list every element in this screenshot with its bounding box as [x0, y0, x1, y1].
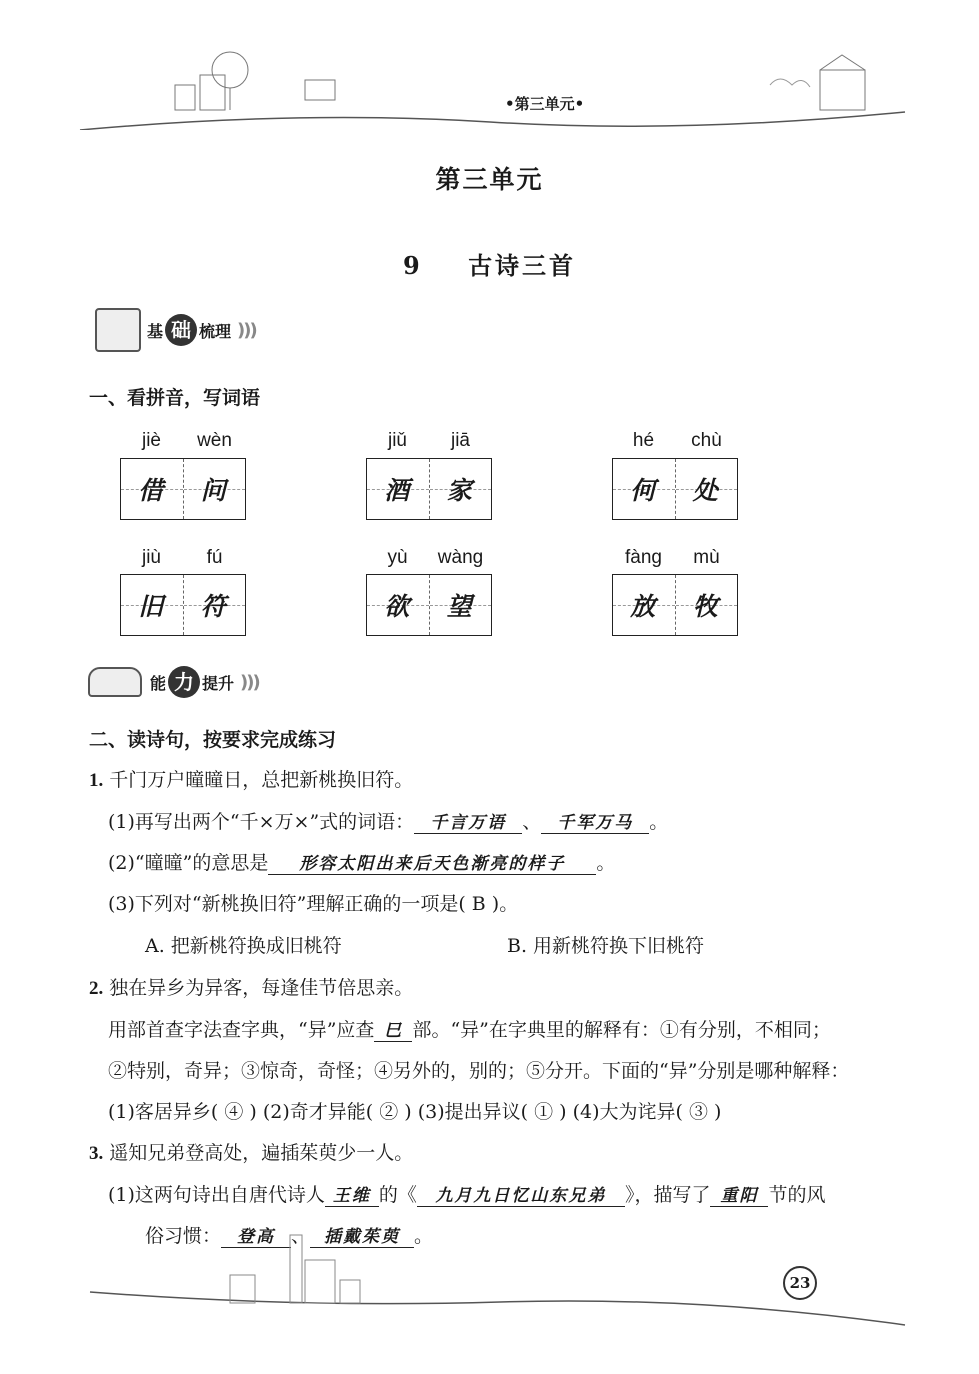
- q3-text-mid1: 的《: [378, 1184, 417, 1206]
- q2-prompt: 用部首查字法查字典，“异”应查: [108, 1019, 375, 1041]
- q3-answer-festival: 重阳: [710, 1181, 768, 1207]
- q3-answer-poem: 九月九日忆山东兄弟: [417, 1181, 625, 1207]
- basics-badge: [95, 313, 256, 347]
- word-writing-box: [366, 458, 492, 520]
- q1-sub1-prompt: (1)再写出两个“千×万×”式的词语：: [108, 811, 415, 833]
- handwritten-char: 处: [692, 476, 720, 505]
- badge-text-post: 提升: [202, 673, 235, 693]
- pinyin-label: jiù: [141, 547, 161, 568]
- lesson-name: 古诗三首: [468, 251, 577, 280]
- word-writing-box: [120, 458, 246, 520]
- header-unit-tag: •第三单元•: [505, 95, 585, 113]
- q3-line1: [108, 1180, 825, 1207]
- handwritten-char: 家: [446, 476, 474, 505]
- pinyin-label: wèn: [197, 430, 232, 451]
- q1-sep: 、: [522, 811, 542, 833]
- chalkboard-icon: [95, 308, 141, 352]
- handwritten-char: 符: [200, 592, 228, 621]
- badge-text-pre: 能: [150, 673, 167, 693]
- char-cell: [367, 575, 430, 635]
- q3-poem: [89, 1138, 413, 1165]
- badge-text-post: 梳理: [199, 321, 232, 341]
- ability-badge: [88, 665, 259, 699]
- handwritten-char: 酒: [384, 476, 412, 505]
- pinyin-label: mù: [693, 547, 720, 568]
- pinyin-label: jiǔ: [387, 430, 407, 451]
- q2-line3: (1)客居异乡( ④ ) (2)奇才异能( ② ) (3)提出异议( ① ) (4)大为诧异( ③ ): [108, 1101, 722, 1123]
- footer-decoration: [0, 1230, 979, 1340]
- q2-text: 独在异乡为异客，每逢佳节倍思亲。: [109, 977, 414, 999]
- pinyin-label: jiè: [141, 430, 161, 451]
- q3-text-post: 节的风: [768, 1184, 826, 1206]
- word-writing-box: [120, 574, 246, 636]
- char-cell: [430, 459, 492, 519]
- char-cell: [184, 459, 246, 519]
- handwritten-char: 放: [630, 592, 658, 621]
- char-cell: [121, 459, 184, 519]
- q2-line2: ②特别，奇异；③惊奇，奇怪；④另外的，别的；⑤分开。下面的“异”分别是哪种解释：: [108, 1060, 850, 1082]
- char-cell: [676, 575, 738, 635]
- char-cell: [676, 459, 738, 519]
- q3-text: 遥知兄弟登高处，遍插茱萸少一人。: [109, 1142, 414, 1164]
- handwritten-char: 问: [200, 476, 228, 505]
- q3-answer-custom1: 登高: [221, 1222, 291, 1248]
- car-icon: [88, 667, 142, 697]
- lesson-title: [0, 246, 979, 281]
- q2-number: 2.: [89, 978, 104, 999]
- char-cell: [121, 575, 184, 635]
- char-cell: [367, 459, 430, 519]
- pinyin-label: yù: [387, 547, 408, 568]
- q3-text-mid2: 》，描写了: [624, 1184, 711, 1206]
- q3-sep: 、: [291, 1225, 311, 1247]
- handwritten-char: 何: [630, 476, 658, 505]
- q1-sub2-prompt: (2)“曈曈”的意思是: [108, 852, 269, 874]
- lesson-number: 9: [402, 251, 423, 280]
- q1-option-b: B. 用新桃符换下旧桃符: [507, 935, 705, 957]
- pinyin-label: fàng: [625, 547, 662, 568]
- handwritten-char: 望: [446, 592, 474, 621]
- q1-answer-1: 千言万语: [414, 808, 522, 834]
- badge-text-big: 力: [168, 666, 200, 698]
- q3-number: 3.: [89, 1143, 104, 1164]
- q2-poem: [89, 973, 413, 1000]
- pinyin-label: wàng: [437, 547, 484, 568]
- handwritten-char: 牧: [692, 592, 720, 621]
- char-cell: [613, 575, 676, 635]
- wave-icon: ))): [240, 671, 259, 693]
- q1-answer-3: 形容太阳出来后天色渐亮的样子: [268, 849, 596, 875]
- wave-icon: ))): [237, 319, 256, 341]
- pinyin-label: hé: [632, 430, 655, 451]
- q2-prompt-post: 部。“异”在字典里的解释有：①有分别，不相同；: [412, 1019, 831, 1041]
- q1-end: 。: [649, 811, 669, 833]
- unit-title: 第三单元: [435, 165, 544, 194]
- header-decoration: [0, 40, 979, 130]
- q1-sub3: (3)下列对“新桃换旧符”理解正确的一项是( B )。: [108, 893, 519, 915]
- q2-answer-radical: 巳: [374, 1016, 412, 1042]
- q1-poem: [89, 765, 413, 792]
- word-writing-box: [366, 574, 492, 636]
- pinyin-label: chù: [691, 430, 722, 451]
- section1-title: 一、看拼音，写词语: [89, 387, 261, 409]
- char-cell: [613, 459, 676, 519]
- word-writing-box: [612, 574, 738, 636]
- section2-title: 二、读诗句，按要求完成练习: [89, 729, 337, 751]
- badge-text-pre: 基: [147, 321, 164, 341]
- q1-number: 1.: [89, 770, 104, 791]
- pinyin-label: jiā: [450, 430, 470, 451]
- q3-answer-poet: 王维: [325, 1181, 379, 1207]
- q2-line1: [108, 1015, 831, 1042]
- handwritten-char: 欲: [384, 592, 412, 621]
- q1-end: 。: [596, 852, 616, 874]
- q3-end: 。: [414, 1225, 434, 1247]
- q3-prompt2: 俗习惯：: [145, 1225, 222, 1247]
- handwritten-char: 旧: [138, 592, 166, 621]
- page-number: 23: [783, 1266, 817, 1300]
- pinyin-label: fú: [206, 547, 223, 568]
- q1-option-a: A. 把新桃符换成旧桃符: [145, 935, 342, 957]
- q1-sub1: [108, 807, 668, 834]
- word-writing-box: [612, 458, 738, 520]
- q1-text: 千门万户曈曈日，总把新桃换旧符。: [109, 769, 414, 791]
- q1-sub2: [108, 848, 615, 875]
- badge-text-big: 础: [165, 314, 197, 346]
- q3-prompt: (1)这两句诗出自唐代诗人: [108, 1184, 325, 1206]
- q3-answer-custom2: 插戴茱萸: [310, 1222, 414, 1248]
- char-cell: [430, 575, 492, 635]
- char-cell: [184, 575, 246, 635]
- q1-answer-2: 千军万马: [541, 808, 649, 834]
- handwritten-char: 借: [138, 476, 166, 505]
